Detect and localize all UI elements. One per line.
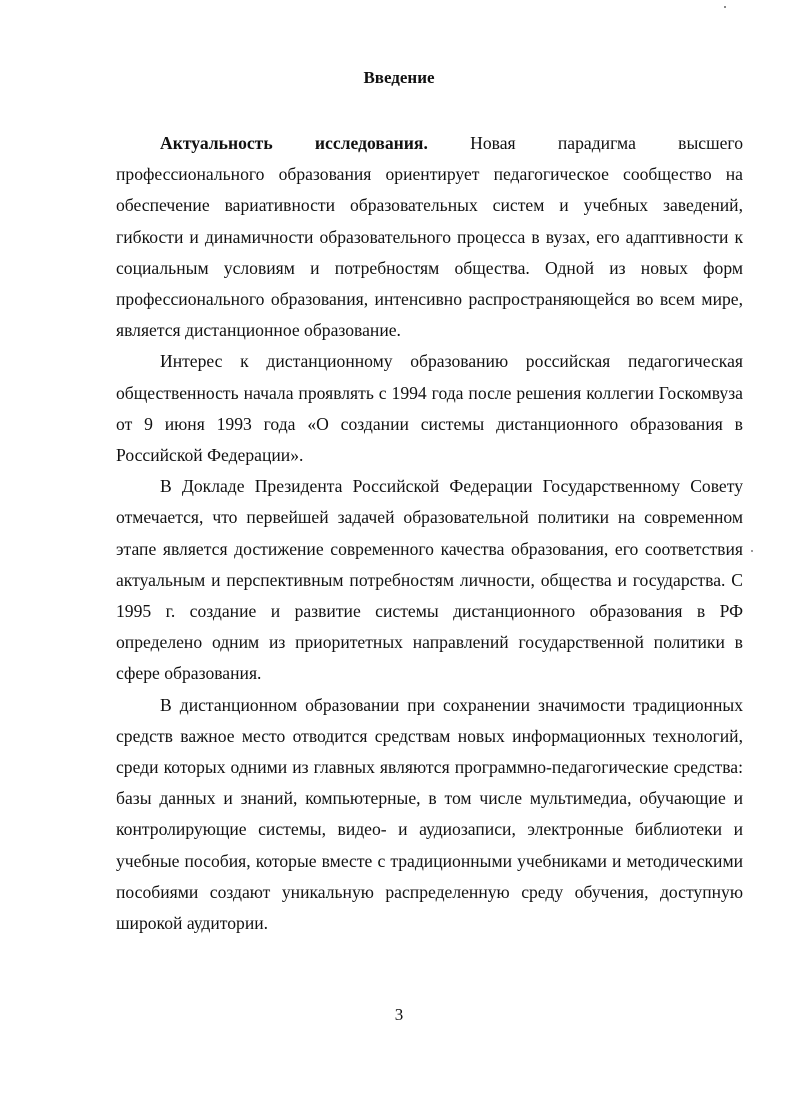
paragraph-technologies: В дистанционном образовании при сохранении значимости традиционных средств важное место отводится средствам новых информационных технологий, среди которых одними из главных являются программно-педагогические средства: базы данных и знаний, компьютерные, в том числе мультимедиа, обучающие и контролирующие системы, видео- и аудиозаписи, электронные библиотеки и учебные пособия, которые вместе с традиционными учебниками и методическими пособиями создают уникальную распределенную среду обучения, доступную широкой аудитории.: [116, 694, 743, 934]
paragraph-president-report: В Докладе Президента Российской Федерации Государственному Совету отмечается, что первейшей задачей образовательной политики на современном этапе является достижение современного качества образования, его соответствия актуальным и перспективным потребностям личности, общества и государства. С 1995 г. создание и развитие системы дистанционного образования в РФ определено одним из приоритетных направлений государственной политики в сфере образования.: [116, 476, 743, 684]
page-title: Введение: [363, 68, 435, 87]
scan-speck: [724, 6, 726, 8]
paragraph-lead: Актуальность исследования.: [160, 133, 428, 153]
paragraph-relevance: [116, 128, 743, 346]
scan-speck: [751, 550, 753, 552]
body-text: [116, 128, 743, 939]
paragraph-interest: Интерес к дистанционному образованию российская педагогическая общественность начала проявлять с 1994 года после решения коллегии Госкомвуза от 9 июня 1993 года «О создании системы дистанционного образования в Российской Федерации».: [116, 351, 743, 466]
page-number: 3: [394, 1005, 404, 1024]
paragraph-text: Новая парадигма высшего профессионального образования ориентирует педагогическое сообщество на обеспечение вариативности образовательных систем и учебных заведений, гибкости и динамичности образовательного процесса в вузах, его адаптивности к социальным условиям и потребностям общества. Одной из новых форм профессионального образования, интенсивно распространяющейся во всем мире, является дистанционное образование.: [116, 133, 744, 341]
